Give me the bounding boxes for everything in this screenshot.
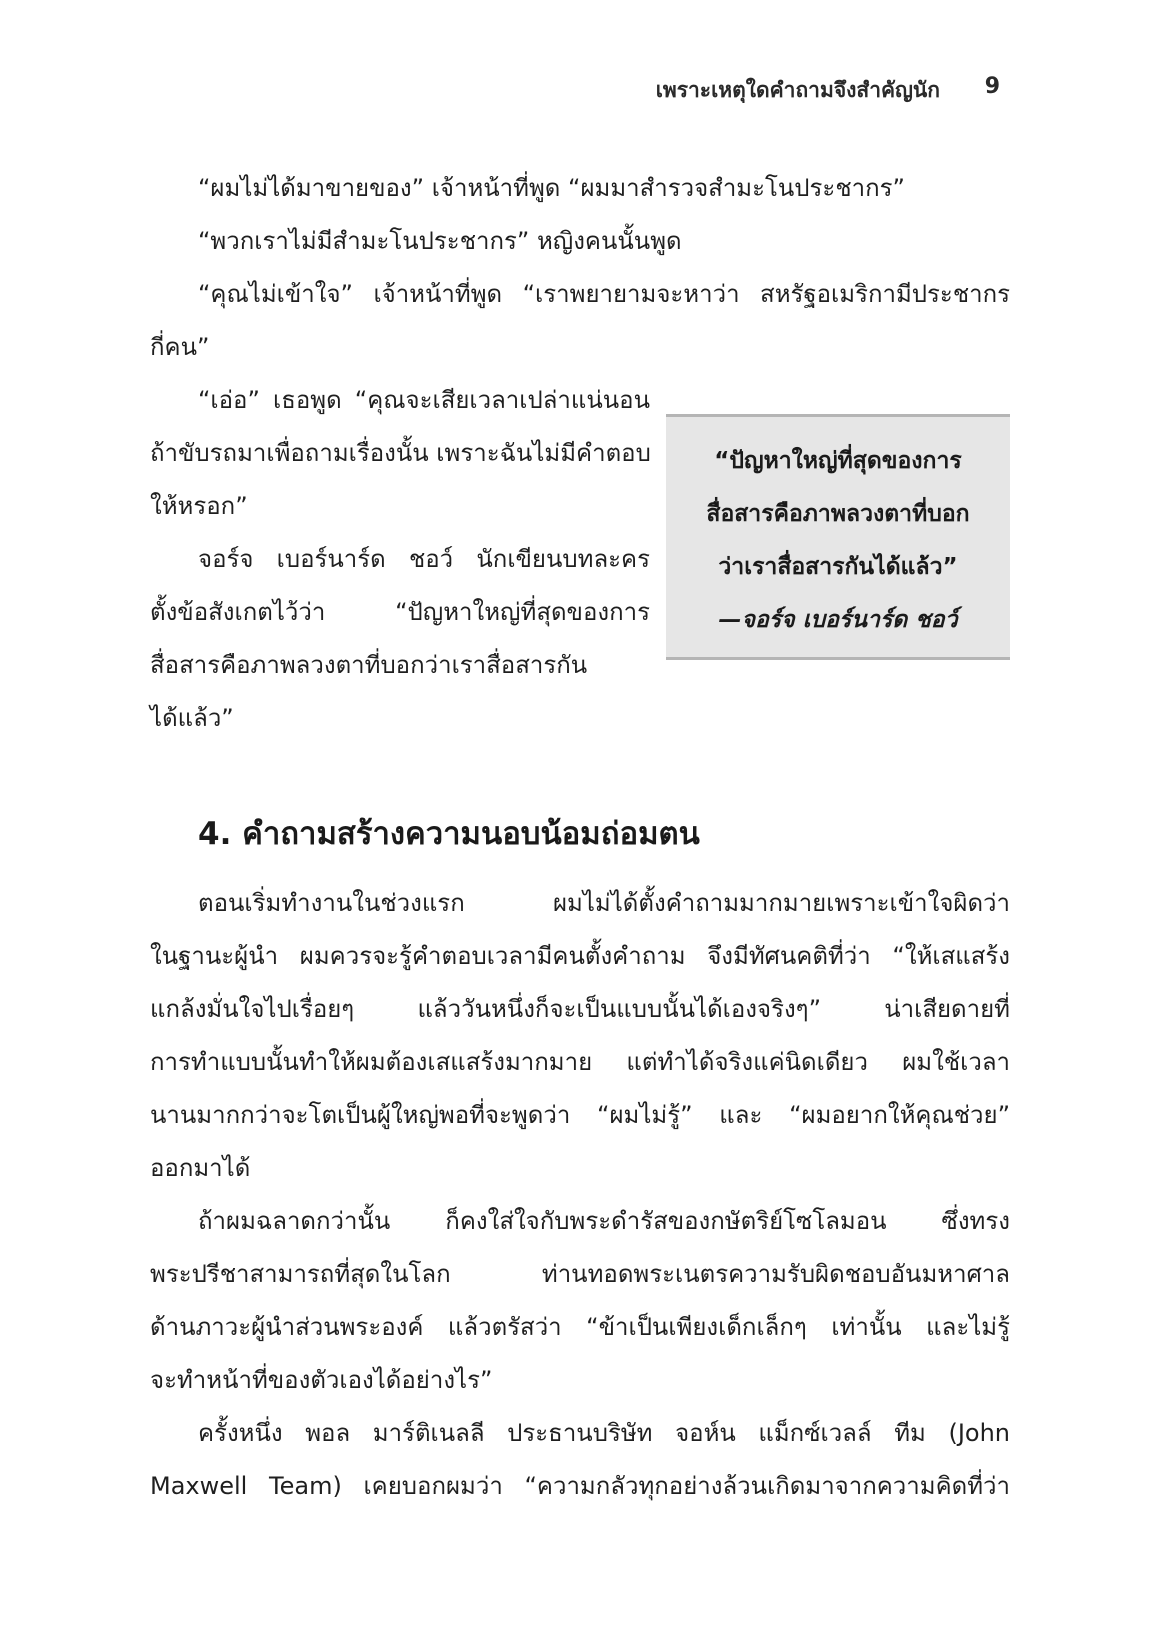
paragraph-line: “เอ่อ” เธอพูด “คุณจะเสียเวลาเปล่าแน่นอน (198, 386, 650, 414)
paragraph-line: ได้แล้ว” (150, 704, 234, 732)
paragraph-line: กี่คน” (150, 333, 210, 361)
running-title: เพราะเหตุใดคำถามจึงสำคัญนัก (655, 78, 940, 102)
paragraph-line: “คุณไม่เข้าใจ” เจ้าหน้าที่พูด “เราพยายามจะหาว่า สหรัฐอเมริกามีประชากร (198, 280, 1010, 308)
running-header (0, 74, 1150, 114)
paragraph-line: ให้หรอก” (150, 492, 248, 520)
paragraph-line: นานมากกว่าจะโตเป็นผู้ใหญ่พอที่จะพูดว่า “ผมไม่รู้” และ “ผมอยากให้คุณช่วย” (150, 1101, 1010, 1129)
paragraph-line: ในฐานะผู้นำ ผมควรจะรู้คำตอบเวลามีคนตั้งคำถาม จึงมีทัศนคติที่ว่า “ให้เสแสร้ง (150, 942, 1010, 970)
paragraph-line: ออกมาได้ (150, 1154, 251, 1182)
paragraph-line: “พวกเราไม่มีสำมะโนประชากร” หญิงคนนั้นพูด (198, 227, 682, 255)
pull-quote-line: “ปัญหาใหญ่ที่สุดของการ (714, 448, 962, 474)
pull-quote-line: ว่าเราสื่อสารกันได้แล้ว” (718, 554, 958, 580)
paragraph-line: การทำแบบนั้นทำให้ผมต้องเสแสร้งมากมาย แต่ทำได้จริงแค่นิดเดียว ผมใช้เวลา (150, 1048, 1010, 1076)
paragraph-line: ตอนเริ่มทำงานในช่วงแรก ผมไม่ได้ตั้งคำถามมากมายเพราะเข้าใจผิดว่า (198, 889, 1010, 917)
pull-quote (666, 414, 1010, 660)
paragraph-line: จะทำหน้าที่ของตัวเองได้อย่างไร” (150, 1366, 493, 1394)
paragraph-line: จอร์จ เบอร์นาร์ด ชอว์ นักเขียนบทละคร (198, 545, 650, 573)
page-number: 9 (984, 74, 1000, 99)
paragraph-line: “ผมไม่ได้มาขายของ” เจ้าหน้าที่พูด “ผมมาสำรวจสำมะโนประชากร” (198, 174, 905, 202)
paragraph-line: แกล้งมั่นใจไปเรื่อยๆ แล้ววันหนึ่งก็จะเป็นแบบนั้นได้เองจริงๆ” น่าเสียดายที่ (150, 995, 1010, 1023)
section-heading: 4. คำถามสร้างความนอบน้อมถ่อมตน (198, 816, 700, 852)
paragraph-line: สื่อสารคือภาพลวงตาที่บอกว่าเราสื่อสารกัน (150, 651, 588, 679)
pull-quote-attribution: —จอร์จ เบอร์นาร์ด ชอว์ (718, 607, 958, 633)
paragraph-line: พระปรีชาสามารถที่สุดในโลก ท่านทอดพระเนตรความรับผิดชอบอันมหาศาล (150, 1260, 1010, 1288)
paragraph-line: ถ้าผมฉลาดกว่านั้น ก็คงใส่ใจกับพระดำรัสของกษัตริย์โซโลมอน ซึ่งทรง (198, 1207, 1010, 1235)
paragraph-line: ด้านภาวะผู้นำส่วนพระองค์ แล้วตรัสว่า “ข้าเป็นเพียงเด็กเล็กๆ เท่านั้น และไม่รู้ (150, 1313, 1010, 1341)
paragraph-line: ตั้งข้อสังเกตไว้ว่า “ปัญหาใหญ่ที่สุดของการ (150, 598, 650, 626)
pull-quote-line: สื่อสารคือภาพลวงตาที่บอก (706, 501, 970, 527)
paragraph-line: Maxwell Team) เคยบอกผมว่า “ความกลัวทุกอย่างล้วนเกิดมาจากความคิดที่ว่า (150, 1472, 1010, 1500)
paragraph-line: ครั้งหนึ่ง พอล มาร์ติเนลลี ประธานบริษัท จอห์น แม็กซ์เวลล์ ทีม (John (198, 1419, 1010, 1447)
paragraph-line: ถ้าขับรถมาเพื่อถามเรื่องนั้น เพราะฉันไม่มีคำตอบ (150, 439, 651, 467)
